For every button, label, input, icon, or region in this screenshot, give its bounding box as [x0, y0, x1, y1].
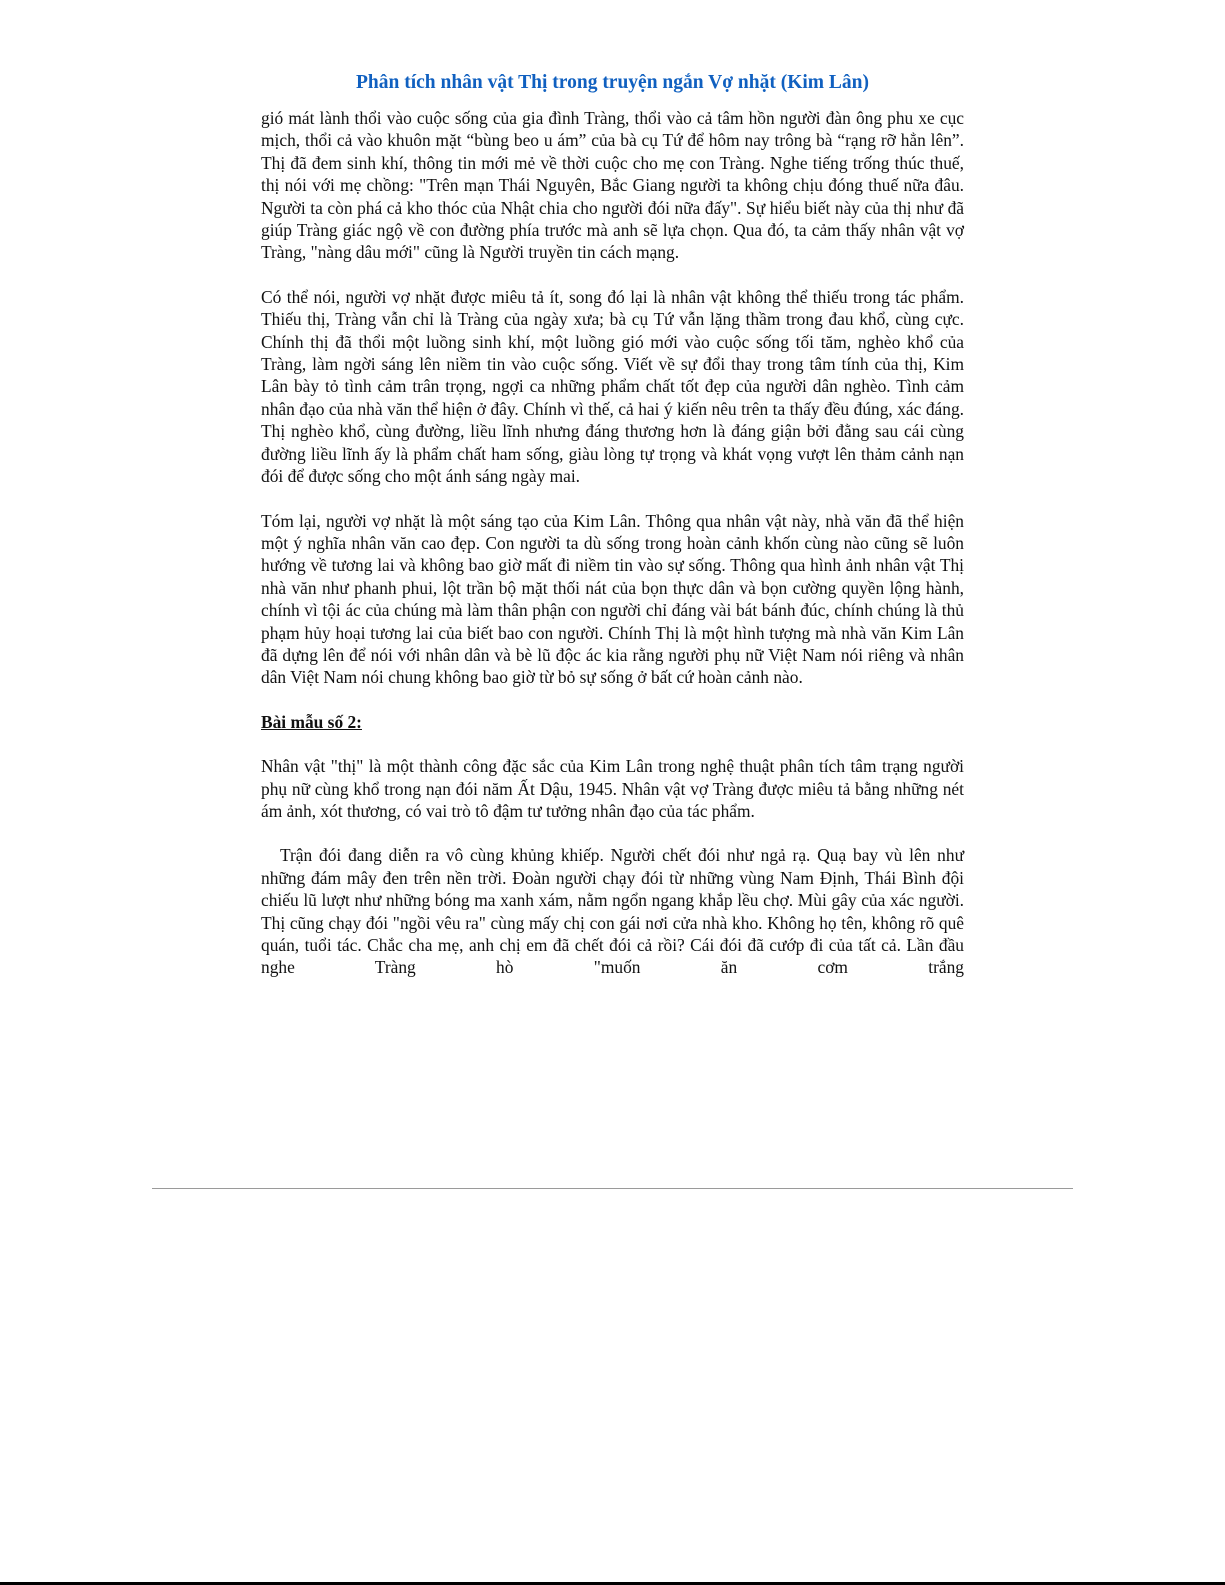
paragraph-4: Nhân vật "thị" là một thành công đặc sắc của Kim Lân trong nghệ thuật phân tích tâm trạng người phụ nữ cùng khổ trong nạn đói năm Ất Dậu, 1945. Nhân vật vợ Tràng được miêu tả bằng những nét ám ảnh, xót thương, có vai trò tô đậm tư tưởng nhân đạo của tác phẩm. [261, 756, 964, 821]
section-heading: Bài mẫu số 2: [261, 711, 362, 732]
page-title: Phân tích nhân vật Thị trong truyện ngắn Vợ nhặt (Kim Lân) [355, 72, 870, 93]
paragraph-2: Có thể nói, người vợ nhặt được miêu tả ít, song đó lại là nhân vật không thể thiếu trong tác phẩm. Thiếu thị, Tràng vẫn chỉ là Tràng của ngày xưa; bà cụ Tứ vẫn lặng thầm trong đau khổ, cùng cực. Chính thị đã thổi một luồng sinh khí, một luồng gió mới vào cuộc sống tối tăm, nghèo khổ của Tràng, làm ngời sáng lên niềm tin vào cuộc sống. Viết về sự đổi thay trong tâm tính của thị, Kim Lân bày tỏ tình cảm trân trọng, ngợi ca những phẩm chất tốt đẹp của người dân nghèo. Tình cảm nhân đạo của nhà văn thể hiện ở đây. Chính vì thế, cả hai ý kiến nêu trên ta thấy đều đúng, xác đáng. Thị nghèo khổ, cùng đường, liều lĩnh nhưng đáng thương hơn là đáng giận bởi đằng sau cái cùng đường liều lĩnh ấy là phẩm chất ham sống, giàu lòng tự trọng và khát vọng vượt lên thảm cảnh nạn đói để được sống cho một ánh sáng ngày mai. [261, 286, 964, 487]
paragraph-1: gió mát lành thổi vào cuộc sống của gia đình Tràng, thổi vào cả tâm hồn người đàn ông phu xe cục mịch, thổi cả vào khuôn mặt “bùng beo u ám” của bà cụ Tứ để hôm nay trông bà “rạng rỡ hẳn lên”. Thị đã đem sinh khí, thông tin mới mẻ về thời cuộc cho mẹ con Tràng. Nghe tiếng trống thúc thuế, thị nói với mẹ chồng: "Trên mạn Thái Nguyên, Bắc Giang người ta không chịu đóng thuế nữa đâu. Người ta còn phá cả kho thóc của Nhật chia cho người đói nữa đấy". Sự hiểu biết này của thị như đã giúp Tràng giác ngộ về con đường phía trước mà anh sẽ lựa chọn. Qua đó, ta cảm thấy nhân vật vợ Tràng, "nàng dâu mới" cũng là Người truyền tin cách mạng. [261, 108, 964, 263]
document-body [261, 107, 964, 1001]
paragraph-5: Trận đói đang diễn ra vô cùng khủng khiếp. Người chết đói như ngả rạ. Quạ bay vù lên như những đám mây đen trên nền trời. Đoàn người chạy đói từ những vùng Nam Định, Thái Bình đội chiếu lũ lượt như những bóng ma xanh xám, nằm ngổn ngang khắp lều chợ. Mùi gây của xác người. Thị cũng chạy đói "ngồi vêu ra" cùng mấy chị con gái nơi cửa nhà kho. Không họ tên, không rõ quê quán, tuổi tác. Chắc cha mẹ, anh chị em đã chết đói cả rồi? Cái đói đã cướp đi của tất cả. Lần đầu nghe Tràng hò "muốn ăn cơm trắng [261, 845, 964, 978]
footer-divider [152, 1188, 1073, 1189]
paragraph-3: Tóm lại, người vợ nhặt là một sáng tạo của Kim Lân. Thông qua nhân vật này, nhà văn đã thể hiện một ý nghĩa nhân văn cao đẹp. Con người ta dù sống trong hoàn cảnh khốn cùng nào cũng sẽ luôn hướng về tương lai và không bao giờ mất đi niềm tin vào sự sống. Thông qua hình ảnh nhân vật Thị nhà văn như phanh phui, lột trần bộ mặt thối nát của bọn thực dân và bọn cường quyền lộng hành, chính vì tội ác của chúng mà làm thân phận con người chỉ đáng vài bát bánh đúc, chính chúng là thủ phạm hủy hoại tương lai của biết bao con người. Chính Thị là một hình tượng mà nhà văn Kim Lân đã dựng lên để nói với nhân dân và bè lũ độc ác kia rằng người phụ nữ Việt Nam nói riêng và nhân dân Việt Nam nói chung không bao giờ từ bỏ sự sống ở bất cứ hoàn cảnh nào. [261, 510, 964, 688]
